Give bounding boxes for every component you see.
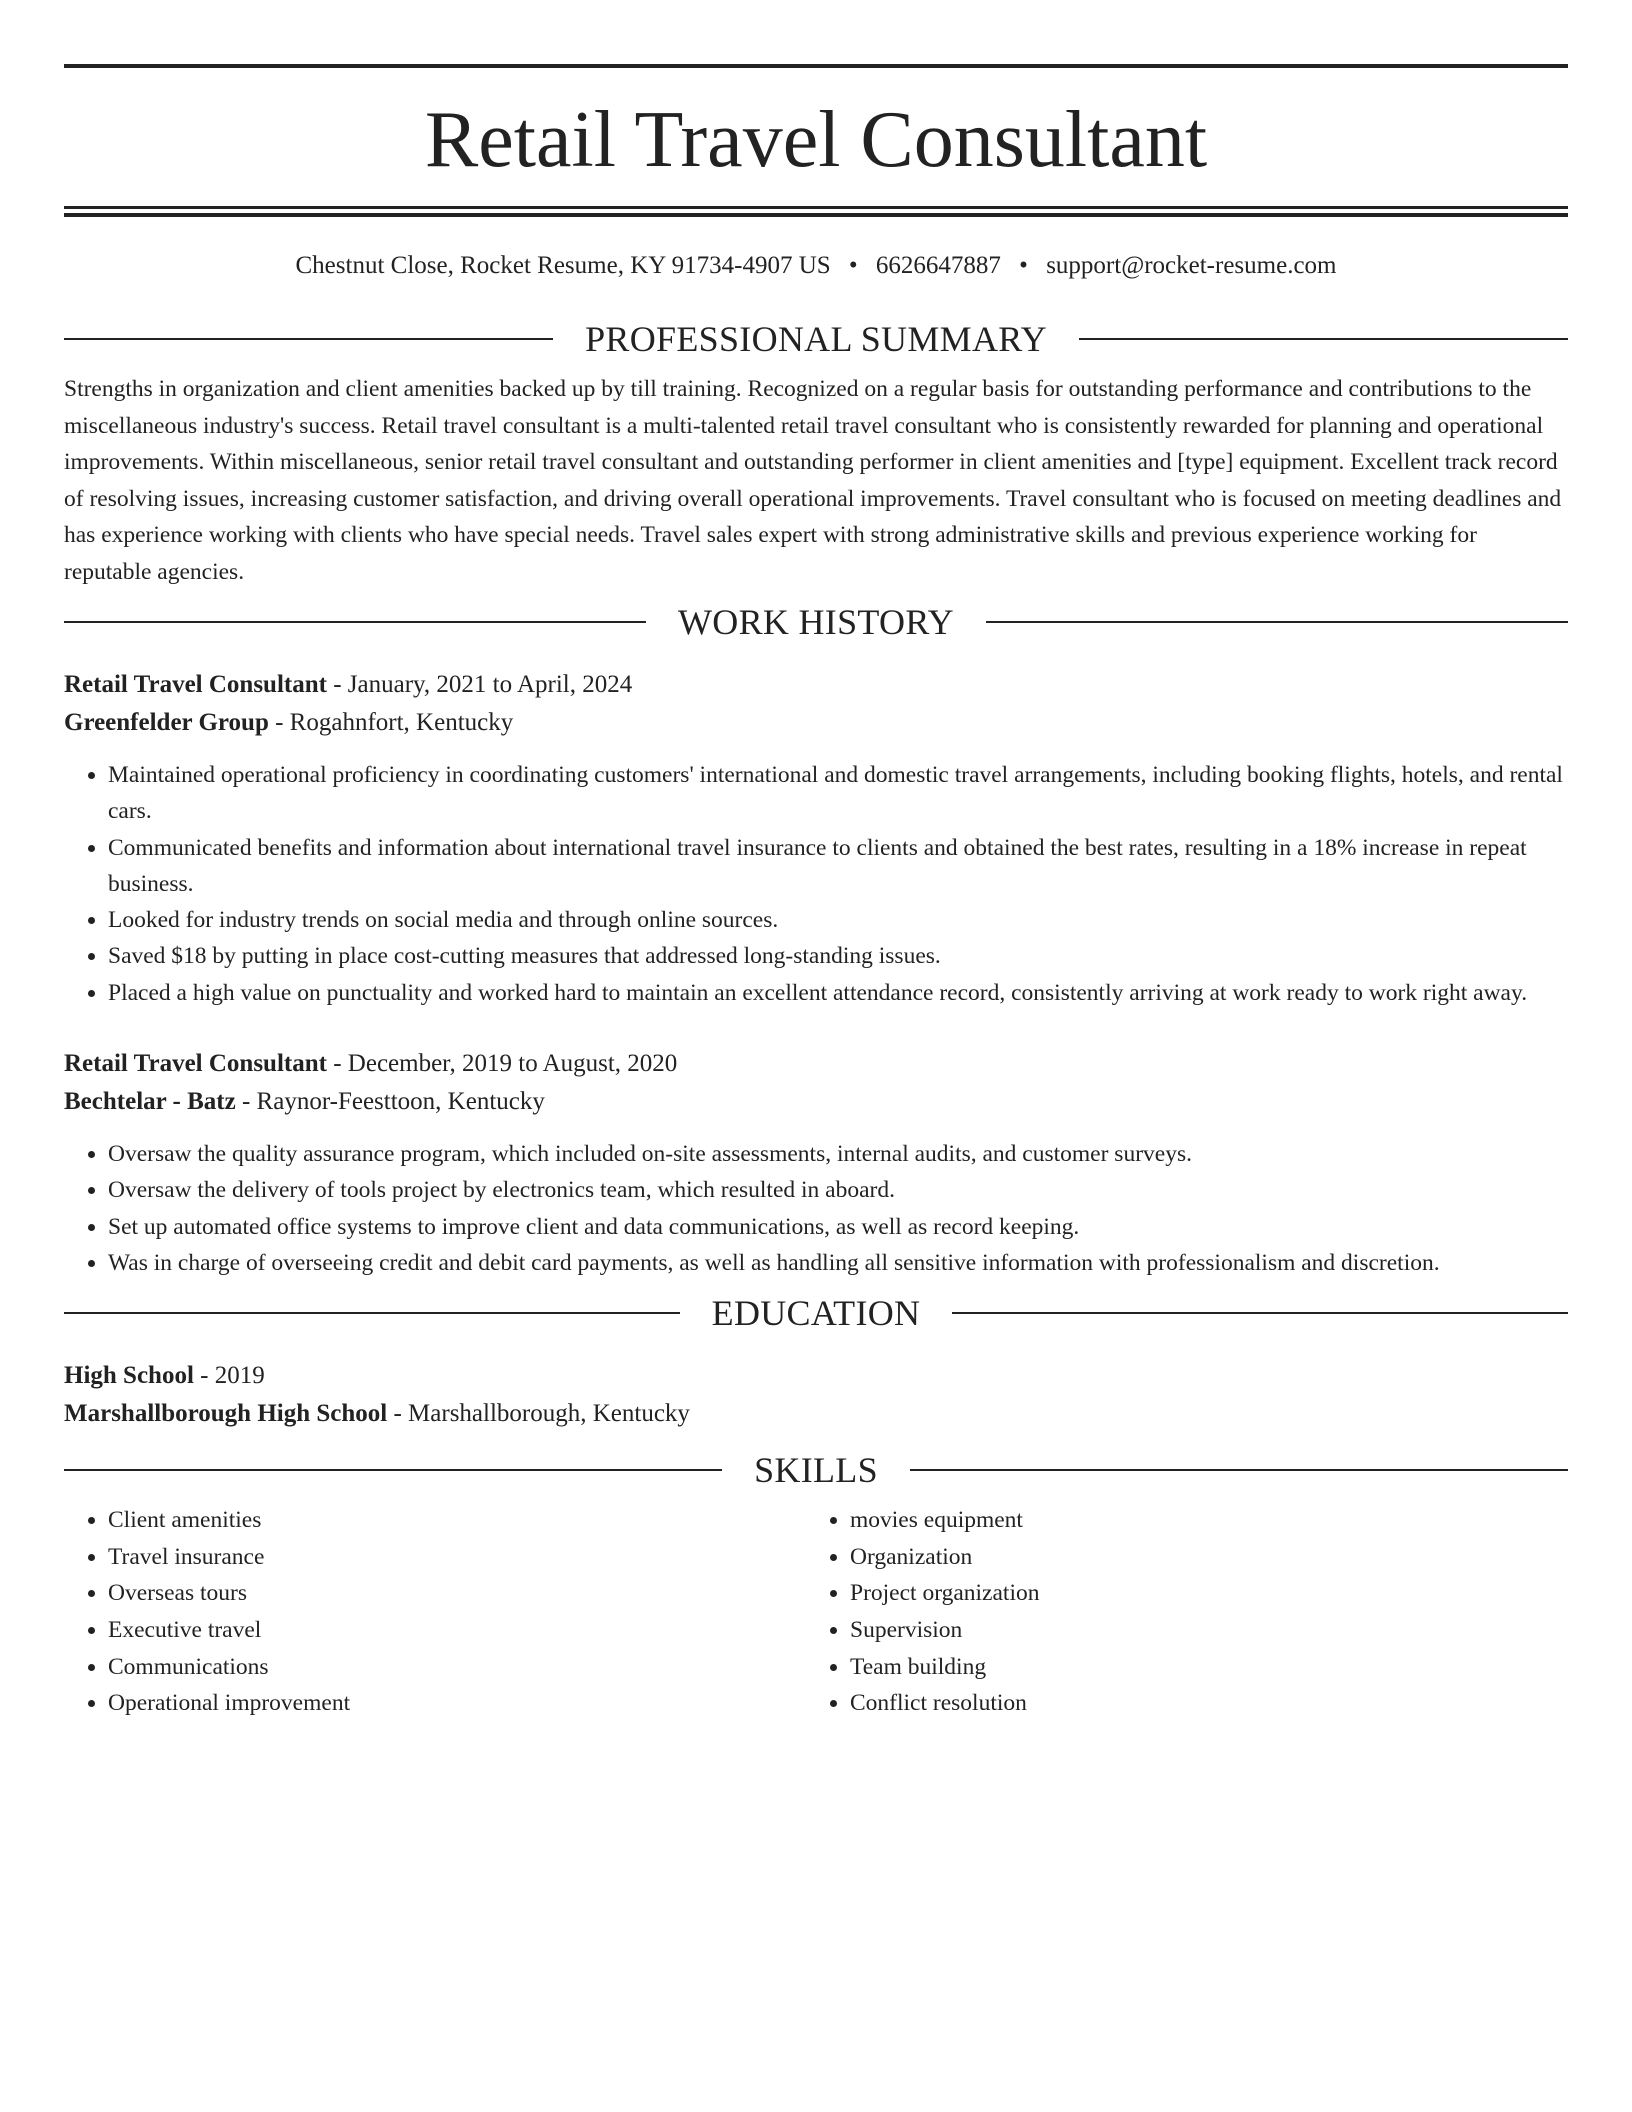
header-top-rule bbox=[64, 64, 1568, 68]
education-entry bbox=[64, 1357, 1568, 1433]
education-year: - 2019 bbox=[193, 1362, 265, 1390]
job-title: Retail Travel Consultant bbox=[64, 671, 327, 698]
contact-email: support@rocket-resume.com bbox=[1046, 252, 1337, 279]
job-location: - Rogahnfort, Kentucky bbox=[268, 709, 514, 736]
job-bullet: • Was in charge of overseeing credit and debit card payments, as well as handling all sensitive information with professionalism and discretion. bbox=[108, 1245, 1568, 1281]
job-entry bbox=[64, 666, 1568, 1011]
heading-rule bbox=[1079, 338, 1568, 340]
section-heading-work bbox=[64, 602, 1568, 642]
job-bullets bbox=[64, 757, 1568, 1011]
job-bullets bbox=[64, 1136, 1568, 1281]
section-heading-skills bbox=[64, 1450, 1568, 1490]
resume-title: Retail Travel Consultant bbox=[424, 96, 1208, 184]
job-company-line bbox=[64, 704, 1568, 742]
section-title: PROFESSIONAL SUMMARY bbox=[585, 319, 1047, 359]
job-bullet: • Saved $18 by putting in place cost-cutting measures that addressed long-standing issues. bbox=[108, 938, 1568, 974]
contact-separator: • bbox=[1019, 252, 1028, 279]
job-bullet: • Oversaw the quality assurance program, which included on-site assessments, internal audits, and customer surveys. bbox=[108, 1136, 1568, 1172]
job-bullet: • Maintained operational proficiency in coordinating customers' international and domestic travel arrangements, including booking flights, hotels, and rental cars. bbox=[108, 757, 1568, 830]
heading-rule bbox=[64, 338, 553, 340]
job-bullet: • Placed a high value on punctuality and worked hard to maintain an excellent attendance record, consistently arriving at work ready to work right away. bbox=[108, 975, 1568, 1011]
education-degree: High School bbox=[64, 1362, 194, 1390]
job-bullet: • Communicated benefits and information about international travel insurance to clients and obtained the best rates, resulting in a 18% increase in repeat business. bbox=[108, 830, 1568, 903]
section-title: EDUCATION bbox=[711, 1293, 921, 1334]
skill-item: • Travel insurance bbox=[108, 1539, 806, 1576]
contact-address: Chestnut Close, Rocket Resume, KY 91734-4907 US bbox=[295, 252, 831, 279]
job-title-line bbox=[64, 1045, 1568, 1083]
job-company-line bbox=[64, 1083, 1568, 1121]
skill-item: • Organization bbox=[850, 1539, 1548, 1576]
job-dates: - December, 2019 to August, 2020 bbox=[326, 1050, 678, 1078]
section-heading-education bbox=[64, 1293, 1568, 1333]
skill-item: • Conflict resolution bbox=[850, 1685, 1548, 1722]
job-title-line bbox=[64, 666, 1568, 704]
heading-rule bbox=[64, 1312, 680, 1314]
job-location: - Raynor-Feesttoon, Kentucky bbox=[235, 1088, 545, 1116]
section-title: WORK HISTORY bbox=[678, 602, 954, 642]
skills-list-right bbox=[806, 1502, 1548, 1722]
skill-item: • Operational improvement bbox=[108, 1685, 806, 1722]
skill-item: • Communications bbox=[108, 1649, 806, 1686]
job-bullet: • Looked for industry trends on social media and through online sources. bbox=[108, 902, 1568, 938]
skill-item: • Team building bbox=[850, 1649, 1548, 1686]
education-school: Marshallborough High School bbox=[64, 1400, 388, 1428]
job-dates: - January, 2021 to April, 2024 bbox=[326, 671, 633, 698]
contact-separator: • bbox=[848, 252, 858, 279]
skills-columns bbox=[64, 1502, 1568, 1722]
job-company: Greenfelder Group bbox=[64, 709, 269, 736]
header-double-rule bbox=[64, 206, 1568, 217]
summary-text: Strengths in organization and client amenities backed up by till training. Recognized on a regular basis for outstanding performance and contributions to the miscellaneous industry's success. Retail travel consultant is a multi-talented retail travel consultant who is consistently rewarded for planning and operational improvements. Within miscellaneous, senior retail travel consultant and outstanding performer in client amenities and [type] equipment. Excellent track record of resolving issues, increasing customer satisfaction, and driving overall operational improvements. Travel consultant who is focused on meeting deadlines and has experience working with clients who have special needs. Travel sales expert with strong administrative skills and previous experience working for reputable agencies. bbox=[64, 376, 1562, 585]
heading-rule bbox=[64, 621, 646, 623]
job-title: Retail Travel Consultant bbox=[64, 1050, 327, 1078]
job-entry bbox=[64, 1045, 1568, 1281]
skill-item: • Overseas tours bbox=[108, 1575, 806, 1612]
heading-rule bbox=[64, 1469, 722, 1471]
resume-page bbox=[64, 64, 1568, 1722]
section-title: SKILLS bbox=[754, 1450, 878, 1491]
skill-item: • Executive travel bbox=[108, 1612, 806, 1649]
job-company: Bechtelar - Batz bbox=[64, 1088, 236, 1116]
education-location: - Marshallborough, Kentucky bbox=[387, 1400, 690, 1428]
skill-item: • Client amenities bbox=[108, 1502, 806, 1539]
skills-list-left bbox=[64, 1502, 806, 1722]
contact-line bbox=[64, 251, 1568, 281]
job-bullet: • Set up automated office systems to improve client and data communications, as well as record keeping. bbox=[108, 1209, 1568, 1245]
education-school-line bbox=[64, 1395, 1568, 1433]
heading-rule bbox=[910, 1469, 1568, 1471]
education-degree-line bbox=[64, 1357, 1568, 1395]
job-bullet: • Oversaw the delivery of tools project by electronics team, which resulted in aboard. bbox=[108, 1172, 1568, 1208]
contact-phone: 6626647887 bbox=[875, 252, 1001, 279]
heading-rule bbox=[986, 621, 1568, 623]
skill-item: • Supervision bbox=[850, 1612, 1548, 1649]
skill-item: • Project organization bbox=[850, 1575, 1548, 1612]
section-heading-summary bbox=[64, 319, 1568, 359]
skill-item: • movies equipment bbox=[850, 1502, 1548, 1539]
heading-rule bbox=[952, 1312, 1568, 1314]
